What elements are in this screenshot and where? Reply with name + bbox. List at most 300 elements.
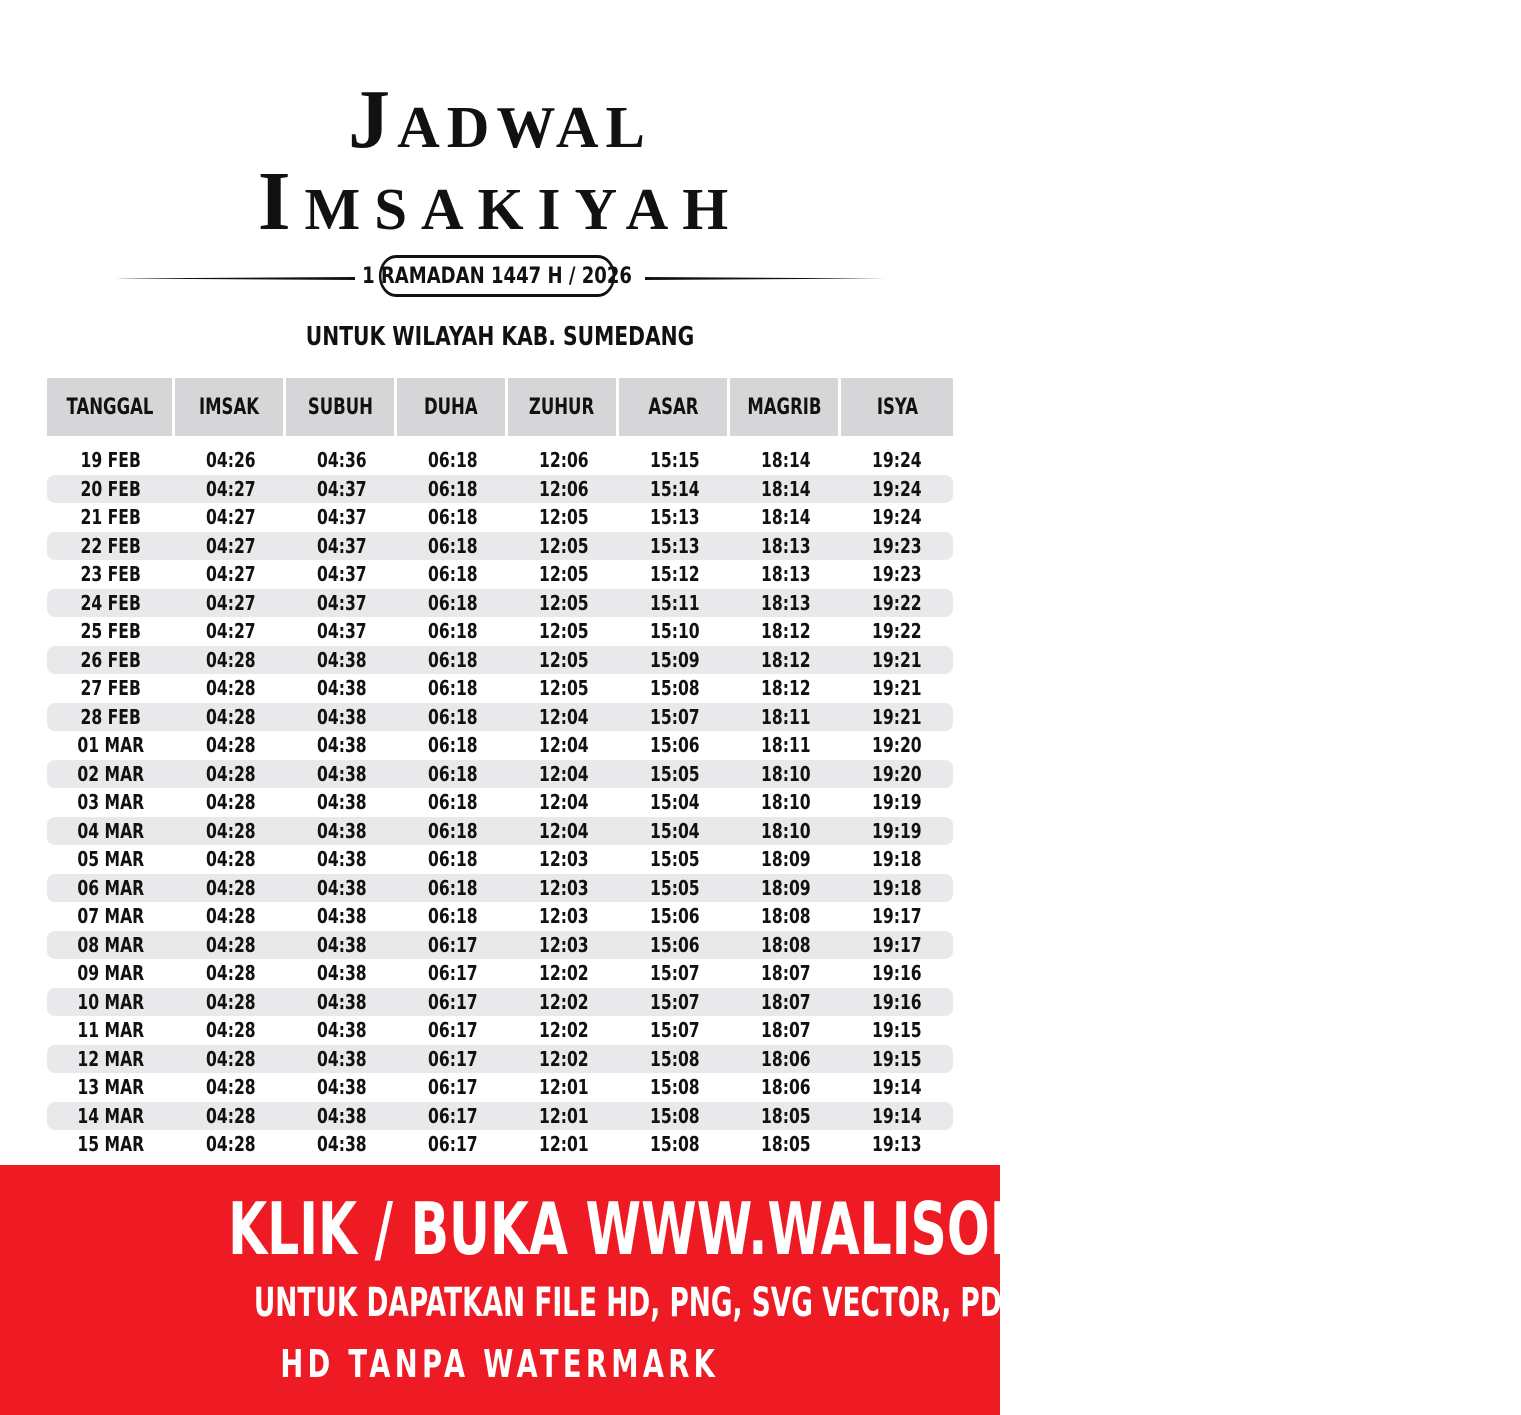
table-row (47, 760, 953, 789)
table-cell-value: 09 MAR (77, 961, 145, 986)
table-cell-isya (841, 904, 953, 928)
table-cell-value: 19:22 (872, 619, 922, 644)
table-cell-subuh (286, 676, 397, 700)
table-cell-imsak (175, 847, 286, 871)
column-header-label: SUBUH (307, 394, 373, 420)
table-cell-value: 18:08 (760, 904, 811, 929)
table-cell-subuh (286, 1104, 397, 1128)
table-cell-zuhur (508, 904, 619, 928)
table-cell-isya (841, 1047, 953, 1071)
table-cell-value: 06:18 (427, 847, 478, 872)
table-cell-asar (619, 790, 730, 814)
table-cell-zuhur (508, 961, 619, 985)
table-cell-value: 18:07 (760, 1018, 811, 1043)
table-cell-value: 12:04 (538, 733, 589, 758)
table-cell-value: 06:18 (427, 904, 478, 929)
table-row (47, 703, 953, 732)
table-cell-zuhur (508, 562, 619, 586)
table-row (47, 817, 953, 846)
table-cell-value: 04:38 (316, 1132, 367, 1157)
table-cell-isya (841, 648, 953, 672)
table-cell-asar (619, 562, 730, 586)
table-cell-value: 04:28 (205, 875, 256, 900)
table-cell-value: 15:06 (649, 904, 700, 929)
table-cell-value: 04:38 (316, 1103, 367, 1128)
table-cell-duha (397, 562, 508, 586)
table-cell-value: 19:19 (872, 790, 922, 815)
table-cell-value: 15:05 (649, 847, 700, 872)
table-cell-value: 15:04 (649, 790, 700, 815)
table-row (47, 1016, 953, 1045)
table-cell-value: 19:22 (872, 590, 922, 615)
table-cell-imsak (175, 1132, 286, 1156)
table-cell-subuh (286, 1018, 397, 1042)
table-cell-duha (397, 1104, 508, 1128)
table-cell-tanggal (47, 1075, 175, 1099)
table-cell-subuh (286, 819, 397, 843)
table-cell-value: 15:07 (649, 989, 700, 1014)
table-cell-value: 19:18 (872, 875, 922, 900)
table-cell-value: 04:38 (316, 761, 367, 786)
table-cell-magrib (730, 591, 841, 615)
table-cell-value: 06:18 (427, 733, 478, 758)
table-cell-imsak (175, 733, 286, 757)
table-cell-isya (841, 534, 953, 558)
table-cell-value: 04:28 (205, 1046, 256, 1071)
table-cell-tanggal (47, 1047, 175, 1071)
table-cell-value: 12:05 (538, 562, 589, 587)
table-cell-value: 12:03 (538, 932, 589, 957)
table-cell-value: 18:05 (760, 1103, 811, 1128)
table-cell-duha (397, 961, 508, 985)
table-cell-tanggal (47, 904, 175, 928)
table-cell-value: 24 FEB (80, 590, 142, 615)
table-cell-value: 19:21 (872, 676, 922, 701)
table-cell-value: 04:28 (205, 818, 256, 843)
table-cell-value: 15:09 (649, 647, 700, 672)
table-cell-zuhur (508, 790, 619, 814)
column-header-subuh (286, 378, 397, 436)
table-cell-value: 12:03 (538, 875, 589, 900)
title-line-2: Imsakiyah (257, 155, 743, 248)
table-cell-value: 04:38 (316, 676, 367, 701)
table-cell-isya (841, 762, 953, 786)
table-row (47, 1130, 953, 1159)
subtitle-pill (362, 255, 632, 297)
table-row (47, 788, 953, 817)
table-cell-magrib (730, 904, 841, 928)
table-cell-value: 18:07 (760, 961, 811, 986)
table-cell-magrib (730, 762, 841, 786)
table-cell-asar (619, 876, 730, 900)
table-cell-value: 04:27 (205, 505, 256, 530)
table-cell-value: 18:11 (760, 733, 811, 758)
table-cell-subuh (286, 961, 397, 985)
table-body (47, 446, 953, 1159)
table-cell-duha (397, 648, 508, 672)
column-header-label: ISYA (876, 394, 918, 420)
table-cell-subuh (286, 1047, 397, 1071)
table-cell-value: 23 FEB (80, 562, 142, 587)
table-cell-zuhur (508, 477, 619, 501)
table-cell-tanggal (47, 733, 175, 757)
table-cell-value: 19:23 (872, 562, 922, 587)
table-cell-value: 04:38 (316, 1075, 367, 1100)
table-cell-value: 19:15 (872, 1046, 922, 1071)
table-cell-zuhur (508, 819, 619, 843)
table-cell-imsak (175, 990, 286, 1014)
table-cell-value: 13 MAR (77, 1075, 145, 1100)
table-row (47, 446, 953, 475)
table-cell-value: 15:06 (649, 733, 700, 758)
table-row (47, 1073, 953, 1102)
table-cell-value: 19:20 (872, 733, 922, 758)
table-cell-zuhur (508, 847, 619, 871)
table-cell-value: 04:37 (316, 533, 367, 558)
table-cell-value: 12:04 (538, 790, 589, 815)
table-cell-imsak (175, 591, 286, 615)
table-cell-duha (397, 534, 508, 558)
table-cell-value: 19:14 (872, 1103, 922, 1128)
table-cell-asar (619, 762, 730, 786)
banner-line-3-text: HD TANPA WATERMARK (280, 1342, 720, 1386)
table-cell-tanggal (47, 876, 175, 900)
table-cell-value: 06:17 (427, 1075, 478, 1100)
table-cell-subuh (286, 876, 397, 900)
column-header-isya (841, 378, 953, 436)
table-cell-magrib (730, 847, 841, 871)
table-cell-value: 18:14 (760, 505, 811, 530)
table-cell-tanggal (47, 933, 175, 957)
table-cell-isya (841, 591, 953, 615)
table-cell-tanggal (47, 619, 175, 643)
table-cell-value: 04:38 (316, 647, 367, 672)
column-header-label: ZUHUR (529, 394, 595, 420)
table-cell-isya (841, 1104, 953, 1128)
table-cell-value: 14 MAR (77, 1103, 145, 1128)
table-cell-value: 18:13 (760, 533, 811, 558)
table-cell-subuh (286, 591, 397, 615)
table-cell-zuhur (508, 534, 619, 558)
table-cell-value: 19:17 (872, 904, 922, 929)
table-cell-tanggal (47, 819, 175, 843)
table-cell-value: 15:15 (649, 448, 700, 473)
table-cell-value: 06:18 (427, 590, 478, 615)
table-cell-isya (841, 676, 953, 700)
table-cell-value: 04:28 (205, 676, 256, 701)
table-cell-isya (841, 1018, 953, 1042)
table-cell-isya (841, 961, 953, 985)
table-cell-imsak (175, 648, 286, 672)
table-cell-value: 04:28 (205, 1132, 256, 1157)
table-cell-value: 18:14 (760, 448, 811, 473)
table-cell-magrib (730, 676, 841, 700)
table-cell-value: 19:14 (872, 1075, 922, 1100)
table-cell-value: 15:07 (649, 1018, 700, 1043)
table-cell-asar (619, 591, 730, 615)
table-header (47, 378, 953, 436)
table-cell-imsak (175, 1075, 286, 1099)
table-cell-duha (397, 591, 508, 615)
column-header-zuhur (508, 378, 619, 436)
table-cell-asar (619, 990, 730, 1014)
column-header-label: ASAR (647, 394, 699, 420)
table-cell-value: 15 MAR (77, 1132, 145, 1157)
table-cell-value: 04:37 (316, 562, 367, 587)
table-cell-value: 01 MAR (77, 733, 145, 758)
table-cell-value: 21 FEB (80, 505, 142, 530)
table-cell-zuhur (508, 876, 619, 900)
table-cell-value: 04 MAR (77, 818, 145, 843)
table-cell-value: 12:01 (538, 1132, 589, 1157)
table-cell-value: 04:38 (316, 904, 367, 929)
table-cell-duha (397, 1075, 508, 1099)
table-cell-imsak (175, 1047, 286, 1071)
table-cell-asar (619, 733, 730, 757)
table-cell-value: 18:10 (760, 790, 811, 815)
table-cell-value: 04:28 (205, 932, 256, 957)
table-cell-value: 04:27 (205, 533, 256, 558)
table-cell-zuhur (508, 648, 619, 672)
table-cell-value: 25 FEB (80, 619, 142, 644)
table-row (47, 874, 953, 903)
table-cell-value: 05 MAR (77, 847, 145, 872)
table-cell-value: 06:18 (427, 875, 478, 900)
table-cell-value: 18:12 (760, 647, 811, 672)
table-cell-value: 15:05 (649, 875, 700, 900)
table-cell-asar (619, 1104, 730, 1128)
table-cell-zuhur (508, 1047, 619, 1071)
table-cell-value: 15:13 (649, 533, 700, 558)
table-cell-value: 12:05 (538, 619, 589, 644)
table-cell-value: 19:24 (872, 505, 922, 530)
table-cell-duha (397, 1047, 508, 1071)
table-row (47, 560, 953, 589)
table-cell-duha (397, 762, 508, 786)
table-cell-value: 18:07 (760, 989, 811, 1014)
table-row (47, 1102, 953, 1131)
table-cell-tanggal (47, 762, 175, 786)
table-cell-value: 04:36 (316, 448, 367, 473)
table-cell-subuh (286, 790, 397, 814)
table-cell-subuh (286, 505, 397, 529)
table-cell-isya (841, 790, 953, 814)
table-cell-zuhur (508, 619, 619, 643)
table-cell-value: 12:05 (538, 676, 589, 701)
table-cell-value: 19:21 (872, 704, 922, 729)
table-cell-imsak (175, 705, 286, 729)
table-cell-magrib (730, 790, 841, 814)
table-cell-asar (619, 1018, 730, 1042)
table-cell-value: 18:14 (760, 476, 811, 501)
table-cell-value: 06:17 (427, 989, 478, 1014)
table-cell-value: 04:28 (205, 647, 256, 672)
table-cell-value: 18:10 (760, 761, 811, 786)
table-cell-duha (397, 705, 508, 729)
table-cell-tanggal (47, 676, 175, 700)
table-cell-value: 04:28 (205, 989, 256, 1014)
table-cell-duha (397, 1132, 508, 1156)
table-cell-value: 12:04 (538, 818, 589, 843)
table-row (47, 931, 953, 960)
table-cell-tanggal (47, 477, 175, 501)
banner-line-2-text: UNTUK DAPATKAN FILE HD, PNG, SVG VECTOR, PDF, WORD, EXCEL (253, 1280, 1240, 1326)
table-cell-imsak (175, 904, 286, 928)
column-header-label: IMSAK (199, 394, 259, 420)
table-cell-value: 15:08 (649, 1132, 700, 1157)
table-cell-value: 12 MAR (77, 1046, 145, 1071)
table-cell-zuhur (508, 1075, 619, 1099)
table-cell-value: 19:23 (872, 533, 922, 558)
table-cell-zuhur (508, 591, 619, 615)
table-cell-isya (841, 619, 953, 643)
table-cell-zuhur (508, 933, 619, 957)
table-cell-value: 18:09 (760, 847, 811, 872)
table-cell-value: 06:18 (427, 647, 478, 672)
table-cell-magrib (730, 1104, 841, 1128)
table-cell-imsak (175, 762, 286, 786)
table-cell-value: 06:18 (427, 619, 478, 644)
table-cell-value: 04:27 (205, 619, 256, 644)
region-text: UNTUK WILAYAH KAB. SUMEDANG (305, 322, 695, 352)
banner-line-1-text: KLIK / BUKA WWW.WALISONGO.CO.ID (228, 1187, 1293, 1271)
table-row (47, 674, 953, 703)
table-cell-tanggal (47, 562, 175, 586)
table-cell-value: 04:37 (316, 590, 367, 615)
table-cell-value: 15:04 (649, 818, 700, 843)
table-cell-value: 04:26 (205, 448, 256, 473)
table-cell-value: 18:11 (760, 704, 811, 729)
banner-line-2 (0, 1280, 1240, 1326)
table-cell-subuh (286, 847, 397, 871)
table-cell-value: 04:28 (205, 1018, 256, 1043)
table-cell-value: 06:18 (427, 448, 478, 473)
schedule-table (47, 378, 953, 1157)
table-cell-magrib (730, 1047, 841, 1071)
table-cell-value: 06:18 (427, 562, 478, 587)
table-cell-value: 18:06 (760, 1075, 811, 1100)
table-row (47, 731, 953, 760)
table-cell-value: 18:13 (760, 562, 811, 587)
table-cell-value: 06:18 (427, 704, 478, 729)
table-cell-asar (619, 961, 730, 985)
table-cell-value: 19:20 (872, 761, 922, 786)
table-cell-magrib (730, 733, 841, 757)
table-cell-value: 04:38 (316, 875, 367, 900)
table-cell-value: 04:38 (316, 847, 367, 872)
table-cell-imsak (175, 448, 286, 472)
table-cell-asar (619, 619, 730, 643)
column-header-magrib (730, 378, 841, 436)
table-cell-value: 15:06 (649, 932, 700, 957)
table-cell-value: 04:38 (316, 989, 367, 1014)
table-cell-value: 15:08 (649, 1046, 700, 1071)
table-cell-value: 19:18 (872, 847, 922, 872)
table-cell-asar (619, 676, 730, 700)
table-cell-magrib (730, 648, 841, 672)
table-cell-value: 06:18 (427, 505, 478, 530)
table-cell-value: 06:17 (427, 1103, 478, 1128)
table-cell-tanggal (47, 847, 175, 871)
table-cell-isya (841, 733, 953, 757)
table-cell-value: 04:28 (205, 847, 256, 872)
table-cell-duha (397, 676, 508, 700)
table-cell-asar (619, 933, 730, 957)
divider-left (115, 277, 355, 280)
table-cell-subuh (286, 1132, 397, 1156)
table-row (47, 475, 953, 504)
table-cell-subuh (286, 933, 397, 957)
table-cell-value: 08 MAR (77, 932, 145, 957)
table-cell-subuh (286, 619, 397, 643)
table-cell-value: 18:10 (760, 818, 811, 843)
table-cell-asar (619, 648, 730, 672)
table-cell-value: 11 MAR (77, 1018, 145, 1043)
table-cell-imsak (175, 961, 286, 985)
table-cell-duha (397, 448, 508, 472)
table-row (47, 902, 953, 931)
table-cell-duha (397, 733, 508, 757)
table-cell-value: 04:38 (316, 1046, 367, 1071)
table-cell-value: 06:17 (427, 961, 478, 986)
table-cell-subuh (286, 733, 397, 757)
table-cell-asar (619, 477, 730, 501)
table-cell-value: 04:37 (316, 476, 367, 501)
table-cell-value: 06:18 (427, 476, 478, 501)
table-cell-value: 04:27 (205, 476, 256, 501)
table-cell-value: 19:24 (872, 448, 922, 473)
table-cell-value: 18:12 (760, 676, 811, 701)
table-cell-value: 04:38 (316, 733, 367, 758)
table-cell-value: 27 FEB (80, 676, 142, 701)
table-cell-value: 12:06 (538, 448, 589, 473)
table-cell-value: 20 FEB (80, 476, 142, 501)
table-cell-tanggal (47, 790, 175, 814)
table-cell-imsak (175, 1018, 286, 1042)
table-cell-value: 19:21 (872, 647, 922, 672)
table-cell-zuhur (508, 1018, 619, 1042)
table-cell-value: 12:03 (538, 847, 589, 872)
table-cell-value: 04:38 (316, 961, 367, 986)
table-cell-zuhur (508, 505, 619, 529)
table-cell-value: 18:09 (760, 875, 811, 900)
table-cell-subuh (286, 648, 397, 672)
table-cell-value: 04:38 (316, 932, 367, 957)
table-row (47, 617, 953, 646)
table-cell-value: 04:28 (205, 704, 256, 729)
table-cell-isya (841, 1132, 953, 1156)
table-cell-value: 12:05 (538, 533, 589, 558)
table-cell-duha (397, 904, 508, 928)
table-cell-isya (841, 819, 953, 843)
table-cell-imsak (175, 534, 286, 558)
table-cell-subuh (286, 990, 397, 1014)
table-cell-value: 04:38 (316, 704, 367, 729)
divider-right (645, 277, 885, 280)
table-cell-asar (619, 904, 730, 928)
table-cell-subuh (286, 904, 397, 928)
table-cell-tanggal (47, 505, 175, 529)
table-cell-tanggal (47, 1018, 175, 1042)
table-row (47, 845, 953, 874)
table-cell-value: 04:37 (316, 505, 367, 530)
table-cell-value: 12:06 (538, 476, 589, 501)
table-cell-tanggal (47, 591, 175, 615)
table-cell-magrib (730, 534, 841, 558)
table-cell-duha (397, 933, 508, 957)
banner-line-3 (0, 1342, 1000, 1386)
table-cell-value: 12:01 (538, 1103, 589, 1128)
